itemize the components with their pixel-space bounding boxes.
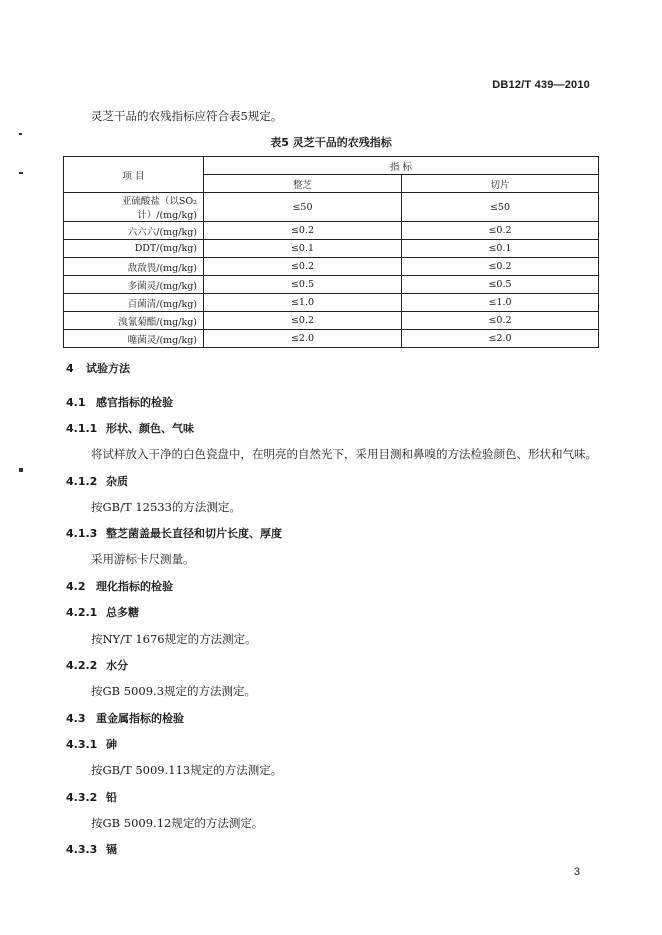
- table-row: [64, 258, 599, 276]
- pesticide-residue-table: [63, 156, 599, 348]
- section-title: 理化指标的检验: [96, 580, 173, 593]
- section-heading-4-2-2: [66, 657, 128, 673]
- scan-mark: [19, 172, 23, 174]
- section-number: 4: [66, 362, 74, 375]
- section-title: 砷: [106, 738, 117, 751]
- slice-value: ≤2.0: [402, 330, 599, 348]
- slice-value: ≤0.2: [402, 312, 599, 330]
- section-heading-4-3-2: [66, 789, 117, 805]
- table-row: [64, 276, 599, 294]
- table-row: [64, 312, 599, 330]
- slice-value: ≤1.0: [402, 294, 599, 312]
- row-label: 溴氰菊酯/(mg/kg): [64, 312, 204, 330]
- section-heading-4-1-1: [66, 420, 194, 436]
- section-number: 4.1.3: [66, 527, 98, 540]
- section-number: 4.3.2: [66, 791, 98, 804]
- column-header-slice: 切片: [402, 175, 599, 193]
- section-title: 感官指标的检验: [96, 396, 173, 409]
- section-title: 形状、颜色、气味: [106, 422, 194, 435]
- whole-value: ≤1.0: [204, 294, 402, 312]
- section-heading-4-3-3: [66, 841, 117, 857]
- row-label: 多菌灵/(mg/kg): [64, 276, 204, 294]
- paragraph: 按GB 5009.3规定的方法测定。: [91, 684, 257, 698]
- section-heading-4-2: [66, 578, 173, 594]
- section-number: 4.3: [66, 712, 86, 725]
- intro-paragraph: 灵芝干品的农残指标应符合表5规定。: [91, 109, 283, 123]
- section-title: 试验方法: [86, 362, 130, 375]
- whole-value: ≤0.5: [204, 276, 402, 294]
- section-title: 水分: [106, 659, 128, 672]
- section-heading-4-3: [66, 710, 184, 726]
- paragraph: 按GB/T 12533的方法测定。: [91, 500, 241, 514]
- slice-value: ≤0.2: [402, 222, 599, 240]
- paragraph: 按GB/T 5009.113规定的方法测定。: [91, 763, 283, 777]
- table-row: [64, 222, 599, 240]
- section-heading-4-3-1: [66, 736, 117, 752]
- whole-value: ≤0.1: [204, 240, 402, 258]
- row-label: 噻菌灵/(mg/kg): [64, 330, 204, 348]
- table-row: [64, 330, 599, 348]
- column-header-whole: 整芝: [204, 175, 402, 193]
- paragraph: 将试样放入干净的白色瓷盘中，在明亮的自然光下，采用目测和鼻嗅的方法检验颜色、形状和气味。: [91, 447, 597, 461]
- row-label: 百菌清/(mg/kg): [64, 294, 204, 312]
- column-header-index: 指 标: [204, 157, 599, 175]
- section-number: 4.2.2: [66, 659, 98, 672]
- whole-value: ≤0.2: [204, 222, 402, 240]
- table-row: [64, 294, 599, 312]
- slice-value: ≤50: [402, 193, 599, 222]
- slice-value: ≤0.2: [402, 258, 599, 276]
- slice-value: ≤0.1: [402, 240, 599, 258]
- section-heading-4-1-3: [66, 525, 282, 541]
- section-title: 重金属指标的检验: [96, 712, 184, 725]
- whole-value: ≤0.2: [204, 312, 402, 330]
- document-code: DB12/T 439—2010: [492, 79, 590, 91]
- section-heading-4-2-1: [66, 604, 139, 620]
- table-row: [64, 193, 599, 222]
- section-number: 4.1.2: [66, 475, 98, 488]
- whole-value: ≤2.0: [204, 330, 402, 348]
- section-title: 整芝菌盖最长直径和切片长度、厚度: [106, 527, 282, 540]
- section-number: 4.2.1: [66, 606, 98, 619]
- paragraph: 按GB 5009.12规定的方法测定。: [91, 816, 264, 830]
- column-header-item: 项 目: [64, 157, 204, 193]
- row-label: 敌敌畏/(mg/kg): [64, 258, 204, 276]
- section-title: 铅: [106, 791, 117, 804]
- section-heading-4-1: [66, 394, 173, 410]
- row-label: 亚硫酸盐（以SO₂计）/(mg/kg): [64, 193, 204, 222]
- section-number: 4.1: [66, 396, 86, 409]
- scan-mark: [19, 468, 23, 472]
- section-title: 杂质: [106, 475, 128, 488]
- whole-value: ≤50: [204, 193, 402, 222]
- section-title: 总多糖: [106, 606, 139, 619]
- section-title: 镉: [106, 843, 117, 856]
- section-heading-4-1-2: [66, 473, 128, 489]
- paragraph: 按NY/T 1676规定的方法测定。: [91, 632, 257, 646]
- row-label: 六六六/(mg/kg): [64, 222, 204, 240]
- section-heading-4: [66, 360, 130, 376]
- table-row: [64, 240, 599, 258]
- section-number: 4.2: [66, 580, 86, 593]
- row-label: DDT/(mg/kg): [64, 240, 204, 258]
- section-number: 4.1.1: [66, 422, 98, 435]
- slice-value: ≤0.5: [402, 276, 599, 294]
- whole-value: ≤0.2: [204, 258, 402, 276]
- section-number: 4.3.3: [66, 843, 98, 856]
- page-number: 3: [573, 866, 580, 878]
- section-number: 4.3.1: [66, 738, 98, 751]
- paragraph: 采用游标卡尺测量。: [91, 552, 195, 566]
- table-caption: 表5 灵芝干品的农残指标: [270, 136, 392, 149]
